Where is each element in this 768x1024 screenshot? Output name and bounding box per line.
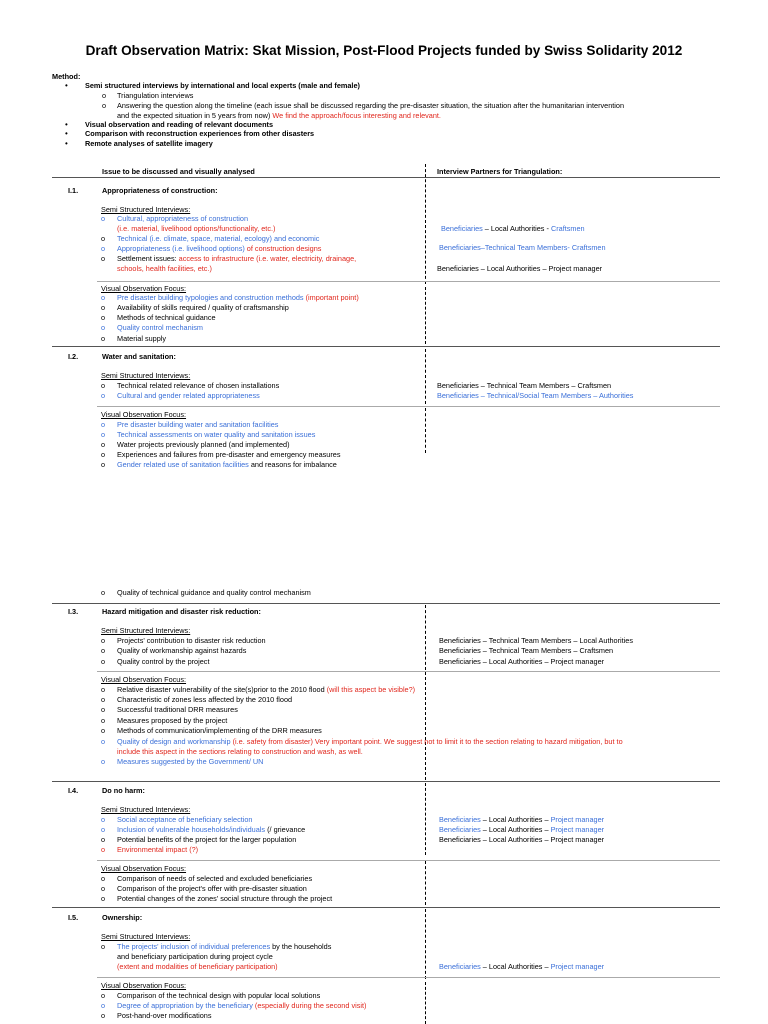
method-item: Visual observation and reading of relevant documents (85, 120, 274, 129)
interview-item: Projects' contribution to disaster risk reduction (117, 636, 266, 645)
row-divider (97, 281, 720, 282)
interview-item: Appropriateness (i.e. livelihood options) of construction designs (117, 244, 322, 253)
interview-partners: Beneficiaries – Local Authorities – Project manager (439, 835, 605, 844)
observation-item: Measures suggested by the Government/ UN (117, 757, 264, 766)
interview-item: Cultural, appropriateness of construction (117, 214, 249, 223)
subsection-label: Semi Structured Interviews: (101, 805, 191, 814)
column-header-issue: Issue to be discussed and visually analysed (102, 167, 255, 176)
interview-item: The projects' inclusion of individual preferences by the households (117, 942, 332, 951)
observation-item: Potential changes of the zones' social structure through the project (117, 894, 333, 903)
method-item: Comparison with reconstruction experiences from other disasters (85, 129, 315, 138)
bullet: • (65, 129, 68, 138)
observation-item: Water projects previously planned (and implemented) (117, 440, 290, 449)
column-divider (425, 909, 426, 979)
interview-partners: Beneficiaries – Local Authorities - Craftsmen (441, 224, 585, 233)
observation-item: Pre disaster building water and sanitation facilities (117, 420, 279, 429)
column-divider (425, 672, 426, 780)
observation-item: Comparison of the project's offer with pre-disaster situation (117, 884, 307, 893)
observation-item: Methods of communication/implementing of the DRR measures (117, 726, 322, 735)
column-divider (425, 349, 426, 404)
bullet: • (65, 120, 68, 129)
observation-item: Pre disaster building typologies and construction methods (important point) (117, 293, 359, 302)
observation-item: Technical assessments on water quality and sanitation issues (117, 430, 316, 439)
reviewer-comment: include this aspect in the sections relating to construction and wash, as well. (117, 747, 363, 756)
interview-partners: Beneficiaries–Technical Team Members- Craftsmen (439, 243, 606, 252)
observation-item: Degree of appropriation by the beneficiary (especially during the second visit) (117, 1001, 367, 1010)
method-subitem-cont: and the expected situation in 5 years from now) We find the approach/focus interesting and relevant. (117, 111, 441, 120)
section-heading: Do no harm: (102, 786, 145, 795)
column-divider (425, 861, 426, 905)
observation-item: Methods of technical guidance (117, 313, 216, 322)
method-label: Method: (52, 72, 81, 81)
section-number: I.3. (68, 607, 79, 616)
row-divider (97, 977, 720, 978)
bullet: • (65, 81, 68, 90)
column-divider (425, 164, 426, 284)
section-heading: Water and sanitation: (102, 352, 176, 361)
column-header-partners: Interview Partners for Triangulation: (437, 167, 563, 176)
row-divider (52, 603, 720, 604)
method-item: Remote analyses of satellite imagery (85, 139, 213, 148)
observation-item: Quality of design and workmanship (i.e. safety from disaster) Very important point. We suggest not to limit it to the section relating to hazard mitigation, but to (117, 737, 623, 746)
interview-partners: Beneficiaries – Local Authorities – Project manager (439, 825, 605, 834)
document-page: Draft Observation Matrix: Skat Mission, Post-Flood Projects funded by Swiss Solidarity 2012 Method: • Semi structured interviews by international and local experts (male and female) o Triangulation interviews o Answering the question along the timeline (each issue shall be discussed regarding the pre-disaster situation, the situation after the humanitarian intervention and the expected situation in 5 years from now) We find the approach/focus interesting and relevant. • Visual observation and reading of relevant documents • Comparison with reconstruction experiences from other disasters • Remote analyses of satellite imagery Issue to be discussed and visually analysed Interview Partners for Triangulation: I.1. Appropriateness of construction: Semi Structured Interviews: o Cultural, appropriateness of construction (i.e. material, livelihood options/functionality, etc.) o Technical (i.e. climate, space, material, ecology) and economic o Appropriateness (i.e. livelihood options) of construction designs o Settlement issues: access to infrastructure (i.e. water, electricity, drainage, schools, health facilities, etc.) Beneficiaries – Local Authorities - Craftsmen Beneficiaries–Technical Team Members- Craftsmen Beneficiaries – Local Authorities – Project manager Visual Observation Focus: o Pre disaster building typologies and construction methods (important point) o Availability of skills required / quality of craftsmanship o Methods of technical guidance o Quality control mechanism o Material supply I.2. Water and sanitation: Semi Structured Interviews: o Technical related relevance of chosen installations o Cultural and gender related appropriateness Beneficiaries – Technical Team Members – Craftsmen Beneficiaries – Technical/Social Team Members – Authorities Visual Observation Focus: o Pre disaster building water and sanitation facilities o Technical assessments on water quality and sanitation issues o Water projects previously planned (and implemented) o Experiences and failures from pre-disaster and emergency measures o Gender related use of sanitation facilities and reasons for imbalance o Quality of technical guidance and quality control mechanism I.3. Hazard mitigation and disaster risk reduction: Semi Structured Interviews: o Projects' contribution to disaster risk reduction o Quality of workmanship against hazards o Quality control by the project Beneficiaries – Technical Team Members – Local Authorities Beneficiaries – Technical Team Members – Craftsmen Beneficiaries – Local Authorities – Project manager Visual Observation Focus: o Relative disaster vulnerability of the site(s)prior to the 2010 flood (will this aspect be visible?) o Characteristic of zones less affected by the 2010 flood o Successful traditional DRR measures o Measures proposed by the project o Methods of communication/implementing of the DRR measures o Quality of design and workmanship (i.e. safety from disaster) Very important point. We suggest not to limit it to the section relating to hazard mitigation, but to include this aspect in the sections relating to construction and wash, as well. o Measures suggested by the Government/ UN I.4. Do no harm: Semi Structured Interviews: o Social acceptance of beneficiary selection o Inclusion of vulnerable households/individuals (/ grievance o Potential benefits of the project for the larger population o Environmental impact (?) Beneficiaries – Local Authorities – Project manager Beneficiaries – Local Authorities – Project manager Beneficiaries – Local Authorities – Project manager Visual Observation Focus: o Comparison of needs of selected and excluded beneficiaries o Comparison of the project's offer with pre-disaster situation o Potential changes of the zones' social structure through the project I.5. Ownership: Semi Structured Interviews: o The projects' inclusion of individual preferences by the households and beneficiary participation during project cycle (extent and modalities of beneficiary participation) Beneficiaries – Local Authorities – Project manager Visual Observation Focus: o Comparison of the technical design with popular local solutions o Degree of appropriation by the beneficiary (especially during the second visit) o Post-hand-over modifications (0, 0, 768, 1024)
interview-item-cont: and beneficiary participation during project cycle (117, 952, 273, 961)
column-divider (425, 982, 426, 1024)
row-divider (52, 907, 720, 908)
section-number: I.5. (68, 913, 79, 922)
method-subitem: Triangulation interviews (117, 91, 194, 100)
observation-item: Material supply (117, 334, 167, 343)
subsection-label: Semi Structured Interviews: (101, 932, 191, 941)
interview-item: Technical related relevance of chosen installations (117, 381, 280, 390)
section-heading: Ownership: (102, 913, 143, 922)
row-divider (97, 406, 720, 407)
interview-partners: Beneficiaries – Technical Team Members – Local Authorities (439, 636, 634, 645)
interview-item: Potential benefits of the project for the larger population (117, 835, 297, 844)
column-divider (425, 408, 426, 453)
observation-item: Comparison of the technical design with popular local solutions (117, 991, 321, 1000)
method-subitem: Answering the question along the timeline (each issue shall be discussed regarding the pre-disaster situation, the situation after the humanitarian intervention (117, 101, 625, 110)
interview-item: Quality control by the project (117, 657, 210, 666)
section-heading: Hazard mitigation and disaster risk reduction: (102, 607, 261, 616)
row-divider (52, 177, 720, 178)
row-divider (97, 671, 720, 672)
column-divider (425, 287, 426, 344)
observation-item: Experiences and failures from pre-disaster and emergency measures (117, 450, 341, 459)
interview-item: Quality of workmanship against hazards (117, 646, 247, 655)
observation-item: Relative disaster vulnerability of the site(s)prior to the 2010 flood (will this aspect be visible?) (117, 685, 416, 694)
bullet: • (65, 139, 68, 148)
interview-partners: Beneficiaries – Local Authorities – Project manager (439, 962, 605, 971)
observation-item: Successful traditional DRR measures (117, 705, 238, 714)
observation-item: Measures proposed by the project (117, 716, 228, 725)
page-title: Draft Observation Matrix: Skat Mission, Post-Flood Projects funded by Swiss Solidarity 2012 (85, 43, 683, 58)
sub-bullet: o (102, 91, 107, 100)
interview-item: Inclusion of vulnerable households/individuals (/ grievance (117, 825, 306, 834)
section-heading: Appropriateness of construction: (102, 186, 218, 195)
reviewer-comment: (i.e. material, livelihood options/functionality, etc.) (117, 224, 276, 233)
column-divider (425, 605, 426, 670)
interview-item: Social acceptance of beneficiary selection (117, 815, 253, 824)
interview-partners: Beneficiaries – Technical/Social Team Members – Authorities (437, 391, 634, 400)
observation-item: Post-hand-over modifications (117, 1011, 212, 1020)
interview-partners: Beneficiaries – Local Authorities – Project manager (437, 264, 603, 273)
subsection-label: Visual Observation Focus: (101, 284, 187, 293)
method-item: Semi structured interviews by international and local experts (male and female) (85, 81, 360, 90)
row-divider (52, 781, 720, 782)
section-number: I.1. (68, 186, 79, 195)
subsection-label: Visual Observation Focus: (101, 981, 187, 990)
sub-bullet: o (102, 101, 107, 110)
section-number: I.4. (68, 786, 79, 795)
subsection-label: Semi Structured Interviews: (101, 371, 191, 380)
observation-item: Gender related use of sanitation facilities and reasons for imbalance (117, 460, 337, 469)
subsection-label: Semi Structured Interviews: (101, 205, 191, 214)
interview-item: Cultural and gender related appropriateness (117, 391, 260, 400)
subsection-label: Semi Structured Interviews: (101, 626, 191, 635)
interview-partners: Beneficiaries – Local Authorities – Project manager (439, 815, 605, 824)
subsection-label: Visual Observation Focus: (101, 864, 187, 873)
row-divider (52, 346, 720, 347)
subsection-label: Visual Observation Focus: (101, 675, 187, 684)
observation-item: Characteristic of zones less affected by the 2010 flood (117, 695, 293, 704)
interview-item: Environmental impact (?) (117, 845, 199, 854)
interview-partners: Beneficiaries – Technical Team Members – Craftsmen (439, 646, 614, 655)
reviewer-comment: (extent and modalities of beneficiary participation) (117, 962, 278, 971)
row-divider (97, 860, 720, 861)
observation-item: Comparison of needs of selected and excluded beneficiaries (117, 874, 313, 883)
observation-item: Quality control mechanism (117, 323, 203, 332)
observation-item: Availability of skills required / quality of craftsmanship (117, 303, 289, 312)
column-divider (425, 783, 426, 855)
subsection-label: Visual Observation Focus: (101, 410, 187, 419)
interview-partners: Beneficiaries – Technical Team Members – Craftsmen (437, 381, 612, 390)
reviewer-comment: We find the approach/focus interesting and relevant. (270, 111, 441, 120)
interview-item: Technical (i.e. climate, space, material, ecology) and economic (117, 234, 320, 243)
interview-item: Settlement issues: access to infrastructure (i.e. water, electricity, drainage, (117, 254, 357, 263)
interview-item-cont: schools, health facilities, etc.) (117, 264, 212, 273)
interview-partners: Beneficiaries – Local Authorities – Project manager (439, 657, 605, 666)
section-number: I.2. (68, 352, 79, 361)
observation-item: Quality of technical guidance and quality control mechanism (117, 588, 311, 597)
